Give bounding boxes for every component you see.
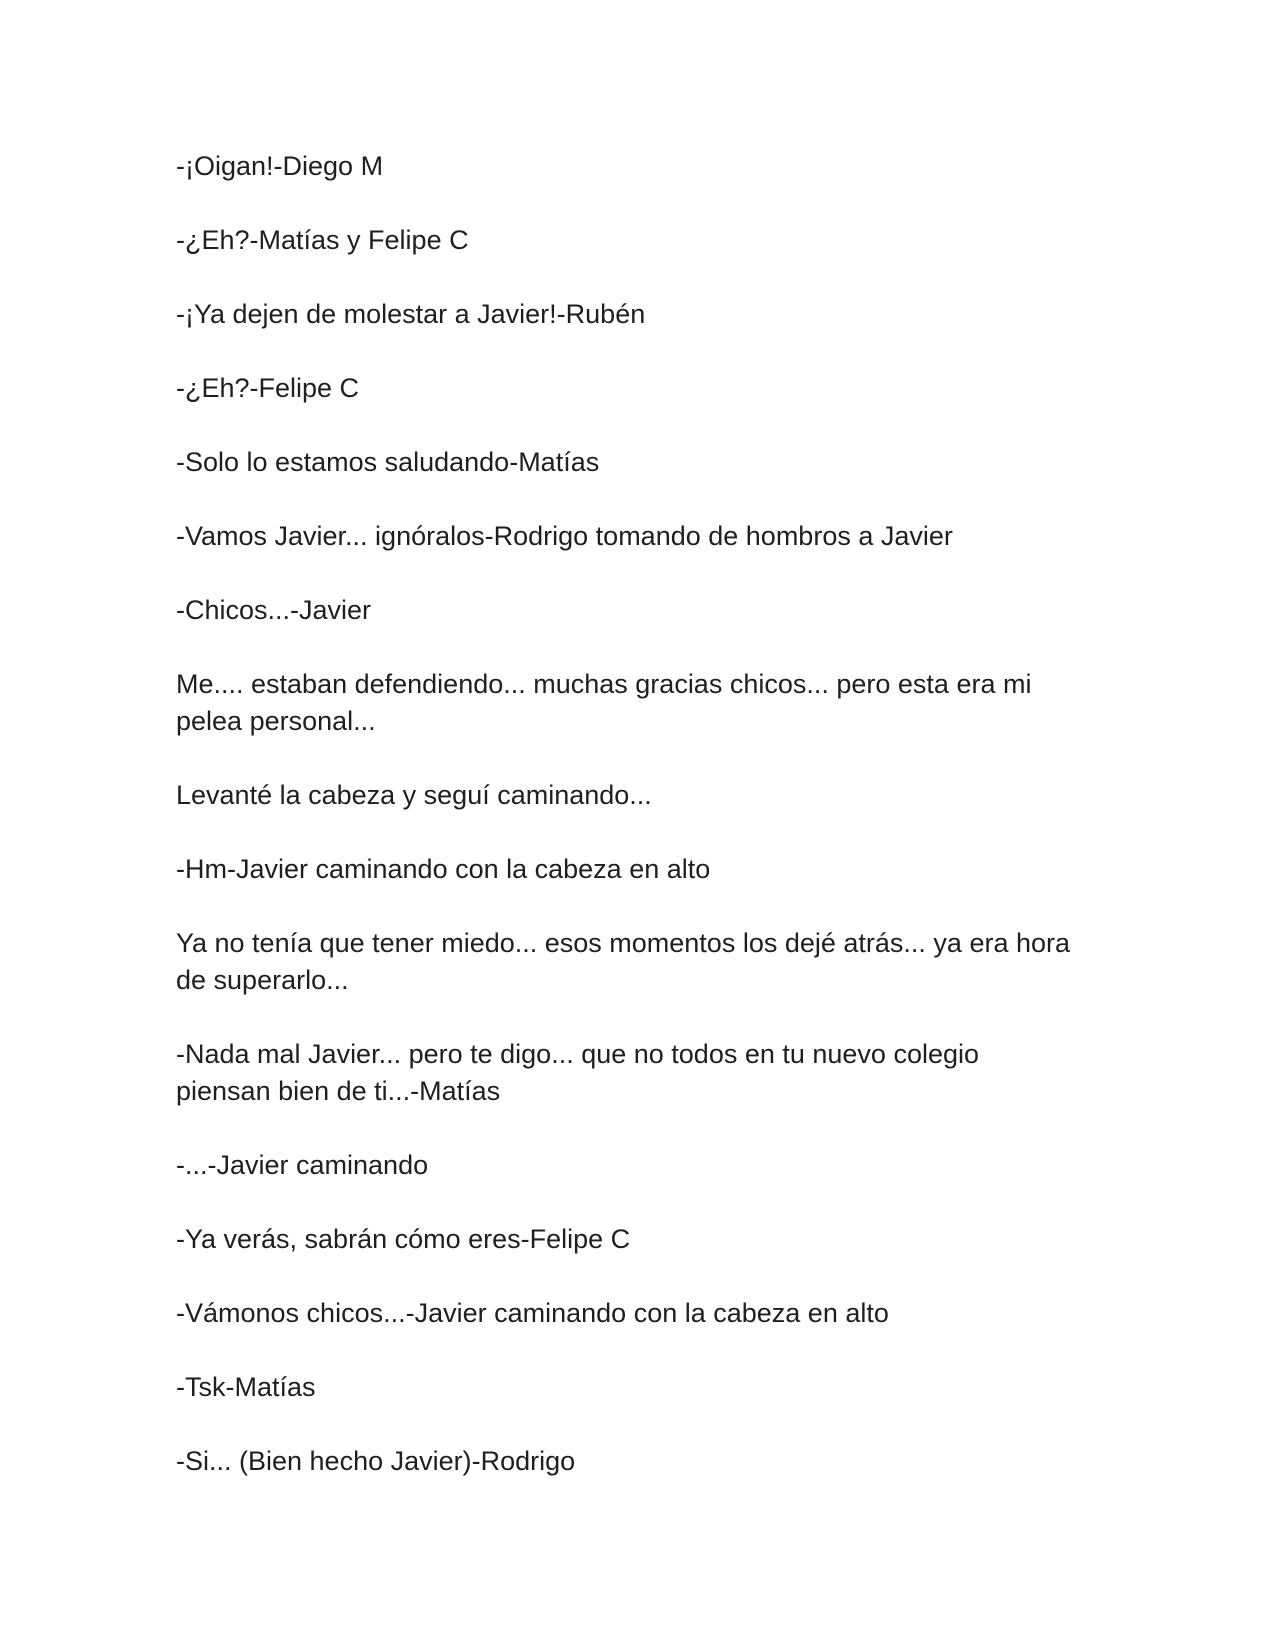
paragraph: Levanté la cabeza y seguí caminando...: [176, 780, 652, 810]
paragraph: -¿Eh?-Felipe C: [176, 373, 360, 403]
paragraph: -Nada mal Javier... pero te digo... que no todos en tu nuevo colegio piensan bien de ti...-Matías: [176, 1039, 980, 1106]
paragraph: -¡Oigan!-Diego M: [176, 151, 384, 181]
paragraph: -Ya verás, sabrán cómo eres-Felipe C: [176, 1224, 631, 1254]
paragraph: -...-Javier caminando: [176, 1150, 429, 1180]
paragraph: -Vamos Javier... ignóralos-Rodrigo tomando de hombros a Javier: [176, 521, 953, 551]
paragraph: -¿Eh?-Matías y Felipe C: [176, 225, 469, 255]
paragraph: -Tsk-Matías: [176, 1372, 316, 1402]
paragraph: -Chicos...-Javier: [176, 595, 372, 625]
paragraph: Me.... estaban defendiendo... muchas gracias chicos... pero esta era mi pelea personal...: [176, 669, 1032, 736]
paragraph: -Solo lo estamos saludando-Matías: [176, 447, 600, 477]
paragraph: -Vámonos chicos...-Javier caminando con la cabeza en alto: [176, 1298, 889, 1328]
paragraph: -Si... (Bien hecho Javier)-Rodrigo: [176, 1446, 576, 1476]
paragraph: -Hm-Javier caminando con la cabeza en alto: [176, 854, 711, 884]
paragraph: Ya no tenía que tener miedo... esos momentos los dejé atrás... ya era hora de superarlo...: [176, 928, 1071, 995]
document-body: [176, 148, 1076, 1517]
paragraph: -¡Ya dejen de molestar a Javier!-Rubén: [176, 299, 646, 329]
